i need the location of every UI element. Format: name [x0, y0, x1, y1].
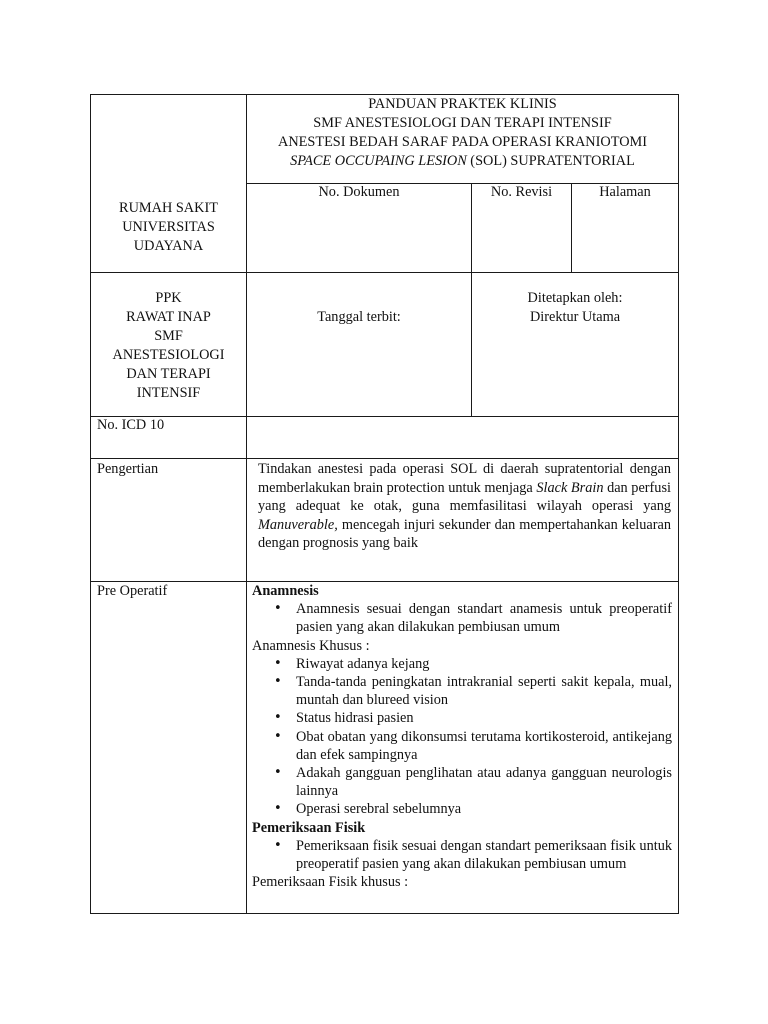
pengertian-part: mencegah injuri sekunder dan mempertahankan keluaran dengan prognosis yang baik: [258, 516, 671, 551]
no-revisi-label: No. Revisi: [490, 184, 553, 200]
manuverable-term: Manuverable,: [258, 516, 338, 533]
ppk-line: RAWAT INAP: [126, 309, 211, 325]
pemeriksaan-fisik-list: [252, 837, 672, 873]
halaman-label: Halaman: [599, 184, 651, 200]
title-line: PANDUAN PRAKTEK KLINIS: [368, 96, 557, 112]
title-line: ANESTESI BEDAH SARAF PADA OPERASI KRANIOTOMI: [278, 134, 647, 150]
ppk-line: SMF: [154, 328, 183, 344]
tanggal-terbit-label: Tanggal terbit:: [317, 309, 401, 325]
hospital-line: UNIVERSITAS: [122, 219, 215, 235]
list-item: • Anamnesis sesuai dengan standart anamesis untuk preoperatif pasien yang akan dilakukan pembiusan umum: [252, 600, 672, 636]
anamnesis-heading: Anamnesis: [252, 583, 319, 599]
ppk-line: ANESTESIOLOGI: [112, 347, 225, 363]
pre-operatif-label: Pre Operatif: [97, 583, 168, 599]
title-rest-part: (SOL) SUPRATENTORIAL: [466, 153, 635, 169]
table-border-bottom: [90, 913, 679, 914]
anamnesis-khusus-list: [252, 655, 672, 819]
ditetapkan-line: Direktur Utama: [529, 309, 621, 325]
list-item: • Operasi serebral sebelumnya: [252, 800, 672, 818]
pemeriksaan-fisik-heading: Pemeriksaan Fisik: [252, 819, 366, 836]
anamnesis-khusus-label: Anamnesis Khusus :: [252, 637, 370, 654]
ppk-label: [91, 289, 246, 403]
list-item: • Status hidrasi pasien: [252, 709, 672, 727]
list-item: • Adakah gangguan penglihatan atau adanya gangguan neurologis lainnya: [252, 764, 672, 800]
ppk-line: DAN TERAPI: [126, 366, 211, 382]
pengertian-label: Pengertian: [97, 461, 159, 477]
table-border-right: [678, 94, 679, 914]
hospital-line: UDAYANA: [133, 238, 204, 254]
list-item: • Riwayat adanya kejang: [252, 655, 672, 673]
icd-label: No. ICD 10: [97, 417, 165, 433]
list-item: • Obat obatan yang dikonsumsi terutama kortikosteroid, antikejang dan efek sampingnya: [252, 728, 672, 764]
title-italic-part: SPACE OCCUPAING LESION: [290, 153, 467, 169]
title-line-4: [247, 152, 678, 171]
pengertian-part: dan perfusi yang adequat ke otak, guna memfasilitasi wilayah operasi yang: [258, 479, 671, 514]
ditetapkan-line: Ditetapkan oleh:: [527, 290, 623, 306]
row-divider-ppk: [90, 272, 679, 273]
hospital-name: [91, 199, 246, 256]
pengertian-text: [258, 460, 671, 553]
list-item: • Pemeriksaan fisik sesuai dengan standart pemeriksaan fisik untuk preoperatif pasien yang akan dilakukan pembiusan umum: [252, 837, 672, 873]
anamnesis-list: [252, 600, 672, 636]
pengertian-part: Tindakan anestesi pada operasi SOL di daerah supratentorial dengan memberlakukan brain protection untuk menjaga: [258, 461, 671, 496]
pre-operatif-content: [252, 582, 672, 891]
document-title: [247, 95, 678, 171]
column-divider: [246, 94, 247, 914]
slack-brain-term: Slack Brain: [536, 479, 604, 496]
ppk-line: INTENSIF: [136, 385, 201, 401]
pemeriksaan-fisik-khusus-label: Pemeriksaan Fisik khusus :: [252, 874, 409, 891]
ppk-line: PPK: [155, 290, 182, 306]
hospital-line: RUMAH SAKIT: [119, 200, 218, 216]
title-line: SMF ANESTESIOLOGI DAN TERAPI INTENSIF: [313, 115, 612, 131]
ditetapkan-oleh: [472, 289, 678, 327]
no-dokumen-label: No. Dokumen: [318, 184, 400, 200]
row-divider-pengertian: [90, 458, 679, 459]
list-item: • Tanda-tanda peningkatan intrakranial seperti sakit kepala, mual, muntah dan blureed vision: [252, 673, 672, 709]
